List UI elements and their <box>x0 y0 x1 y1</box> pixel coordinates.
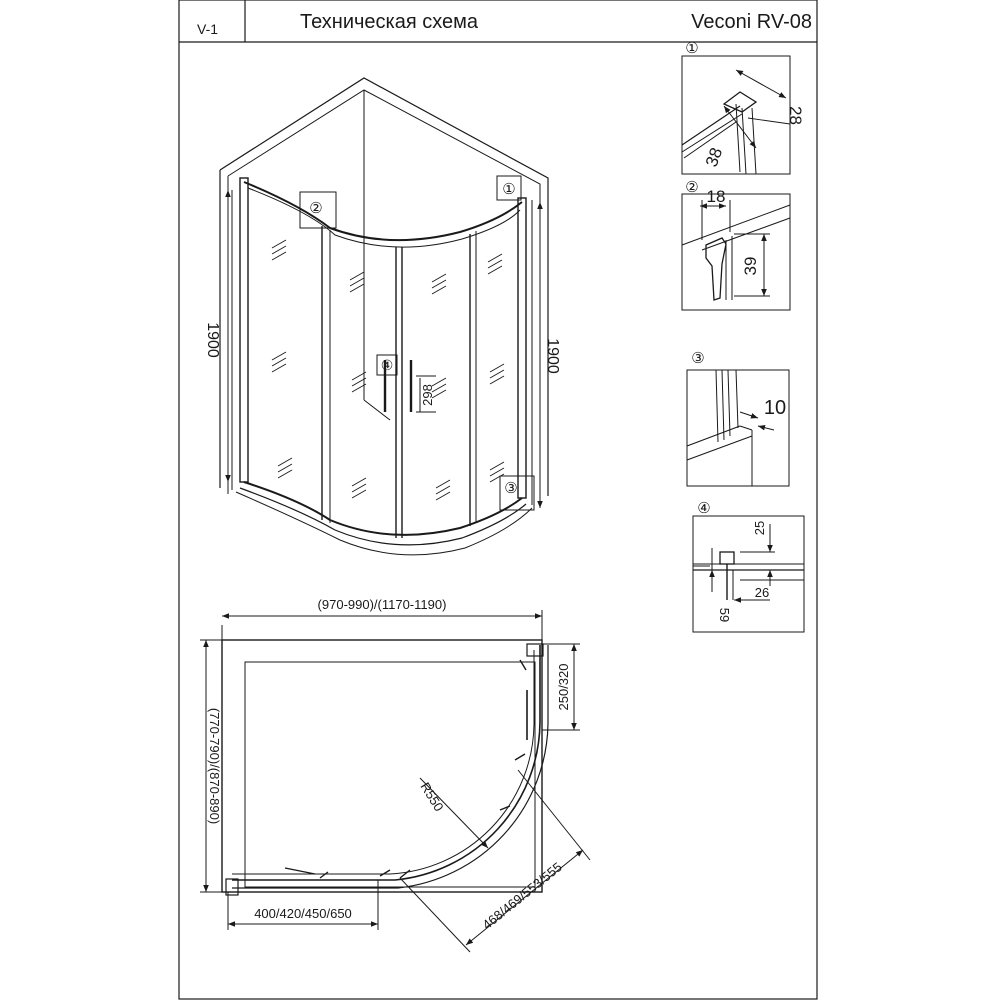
callout-1-iso: ① <box>502 181 516 198</box>
plan-side-offset: 250/320 <box>556 663 571 711</box>
callout-2-iso: ② <box>309 200 323 217</box>
detail-3 <box>687 370 789 486</box>
plan-bottom-offset: 400/420/450/650 <box>254 906 352 921</box>
plan-radius: R550 <box>417 779 447 814</box>
iso-height-right: 1900 <box>544 338 561 374</box>
iso-height-left: 1900 <box>204 322 221 358</box>
detail-2-number: ② <box>685 179 699 196</box>
plan-door-opening: 468/469/553/555 <box>479 859 565 933</box>
detail-1-dim-38: 38 <box>701 145 727 170</box>
plan-view <box>200 610 590 952</box>
detail-4-dim-59: 59 <box>717 607 732 623</box>
detail-4 <box>693 516 804 632</box>
isometric-view <box>220 78 548 555</box>
plan-width: (970-990)/(1170-1190) <box>317 597 447 612</box>
handle-height-label: 298 <box>420 384 435 406</box>
detail-2-dim-18: 18 <box>706 187 726 206</box>
detail-4-dim-25: 25 <box>752 520 767 536</box>
detail-4-dim-26: 26 <box>754 585 770 600</box>
callout-4-iso: ④ <box>380 357 394 373</box>
detail-3-number: ③ <box>691 350 705 367</box>
sheet-title: Техническая схема <box>300 11 479 33</box>
detail-2 <box>682 194 790 310</box>
model-name: Veconi RV-08 <box>691 11 812 33</box>
detail-3-dim-10: 10 <box>763 397 787 419</box>
callout-3-iso: ③ <box>504 480 518 497</box>
detail-1-number: ① <box>685 40 699 57</box>
sheet-code: V-1 <box>197 21 219 37</box>
detail-1 <box>682 56 790 174</box>
detail-4-number: ④ <box>697 500 711 517</box>
detail-2-dim-39: 39 <box>741 256 760 276</box>
plan-depth: (770-790)/(870-890) <box>207 707 222 825</box>
detail-1-dim-28: 28 <box>786 106 805 125</box>
